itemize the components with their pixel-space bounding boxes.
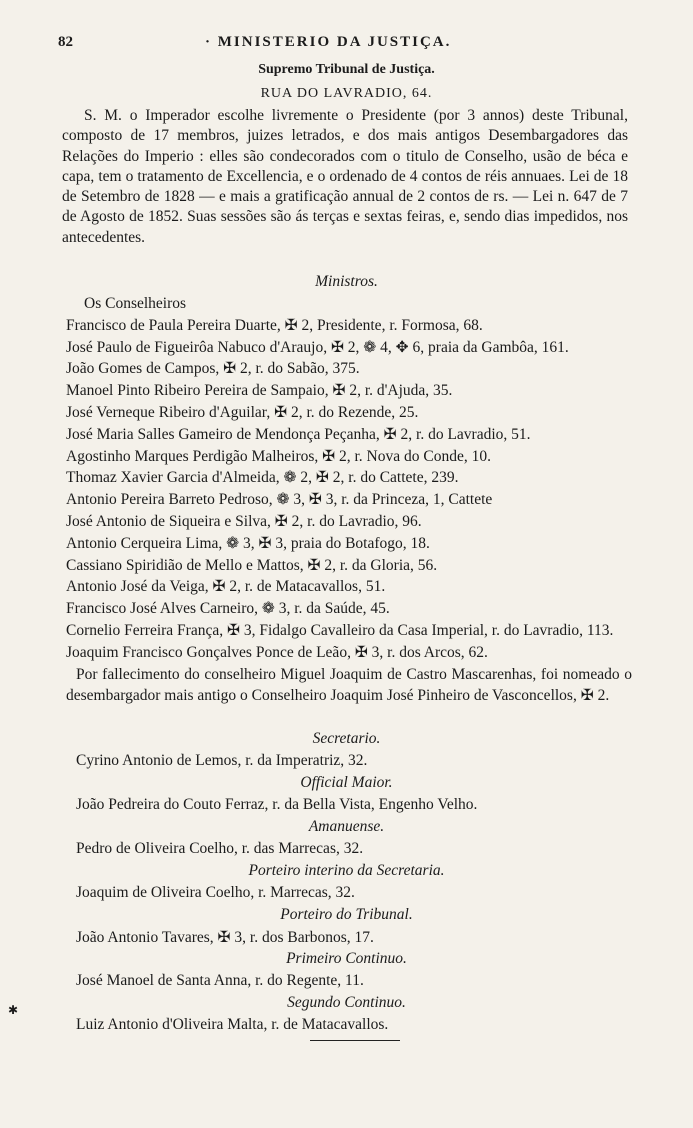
staff-title: Secretario.	[312, 730, 381, 747]
closing-rule	[310, 1040, 400, 1041]
list-item: Antonio José da Veiga, ✠ 2, r. de Matacavallos, 51.	[66, 578, 386, 596]
staff-title: Porteiro do Tribunal.	[280, 906, 413, 923]
list-item: Antonio Cerqueira Lima, ❁ 3, ✠ 3, praia do Botafogo, 18.	[66, 534, 430, 552]
staff-title: Amanuense.	[308, 818, 385, 835]
list-item: José Verneque Ribeiro d'Aguilar, ✠ 2, r. do Rezende, 25.	[66, 403, 419, 421]
ministros-heading: Ministros.	[315, 273, 378, 290]
running-title: · MINISTERIO DA JUSTIÇA.	[205, 34, 452, 50]
list-item: Antonio Pereira Barreto Pedroso, ❁ 3, ✠ 3, r. da Princeza, 1, Cattete	[66, 491, 493, 509]
staff-entry: José Manoel de Santa Anna, r. do Regente, 11.	[76, 972, 364, 989]
staff-entry: Joaquim de Oliveira Coelho, r. Marrecas, 32.	[76, 884, 355, 901]
list-item: José Maria Salles Gameiro de Mendonça Peçanha, ✠ 2, r. do Lavradio, 51.	[66, 425, 531, 443]
section-subtitle: Supremo Tribunal de Justiça.	[258, 62, 435, 77]
section-address: RUA DO LAVRADIO, 64.	[260, 86, 433, 101]
staff-title: Segundo Continuo.	[287, 994, 406, 1011]
staff-entry: João Pedreira do Couto Ferraz, r. da Bella Vista, Engenho Velho.	[76, 796, 478, 813]
list-item: Cornelio Ferreira França, ✠ 3, Fidalgo Cavalleiro da Casa Imperial, r. do Lavradio, 113.	[66, 621, 614, 639]
ministros-lead: Os Conselheiros	[84, 295, 187, 312]
staff-title: Official Maior.	[300, 774, 393, 791]
list-item: Francisco José Alves Carneiro, ❁ 3, r. da Saúde, 45.	[66, 600, 390, 618]
list-item: Francisco de Paula Pereira Duarte, ✠ 2, Presidente, r. Formosa, 68.	[66, 316, 483, 334]
ministros-list	[66, 293, 632, 707]
staff-entry: Luiz Antonio d'Oliveira Malta, r. de Matacavallos.	[76, 1016, 389, 1033]
staff-title: Primeiro Continuo.	[286, 950, 407, 967]
intro-paragraph: S. M. o Imperador escolhe livremente o Presidente (por 3 annos) deste Tribunal, composto de 17 membros, juizes letrados, e dos mais antigos Desembargadores das Relações do Imperio : elles são condecorados com o titulo de Conselho, usão de béca e capa, tem o tratamento de Excellencia, e o ordenado de 4 contos de réis annuaes. Lei de 18 de Setembro de 1828 — e mais a gratificação annual de 2 contos de rs. — Lei n. 647 de 7 de Agosto de 1852. Suas sessões são ás terças e sextas feiras, e, sendo dias impedidos, nos antecedentes.	[62, 107, 628, 246]
staff-title: Porteiro interino da Secretaria.	[248, 862, 445, 879]
list-item: José Paulo de Figueirôa Nabuco d'Araujo, ✠ 2, ❁ 4, ✥ 6, praia da Gambôa, 161.	[66, 338, 569, 356]
list-item: José Antonio de Siqueira e Silva, ✠ 2, r. do Lavradio, 96.	[66, 512, 422, 530]
list-item: Cassiano Spiridião de Mello e Mattos, ✠ 2, r. da Gloria, 56.	[66, 556, 438, 574]
margin-mark-icon: ✱	[8, 1003, 19, 1017]
list-item: João Gomes de Campos, ✠ 2, r. do Sabão, 375.	[66, 360, 360, 378]
staff-entry: João Antonio Tavares, ✠ 3, r. dos Barbonos, 17.	[76, 929, 374, 946]
staff-entry: Cyrino Antonio de Lemos, r. da Imperatriz, 32.	[76, 752, 368, 769]
list-item: Manoel Pinto Ribeiro Pereira de Sampaio, ✠ 2, r. d'Ajuda, 35.	[66, 382, 453, 400]
list-item: Thomaz Xavier Garcia d'Almeida, ❁ 2, ✠ 2, r. do Cattete, 239.	[66, 469, 459, 487]
list-item: Joaquim Francisco Gonçalves Ponce de Leão, ✠ 3, r. dos Arcos, 62.	[66, 643, 488, 661]
page-number: 82	[58, 34, 73, 50]
staff-entry: Pedro de Oliveira Coelho, r. das Marrecas, 32.	[76, 840, 364, 857]
list-item: Agostinho Marques Perdigão Malheiros, ✠ 2, r. Nova do Conde, 10.	[66, 447, 491, 465]
page-header	[0, 34, 693, 58]
ministros-note: Por fallecimento do conselheiro Miguel Joaquim de Castro Mascarenhas, foi nomeado o desembargador mais antigo o Conselheiro Joaquim José Pinheiro de Vasconcellos, ✠ 2.	[66, 665, 632, 705]
